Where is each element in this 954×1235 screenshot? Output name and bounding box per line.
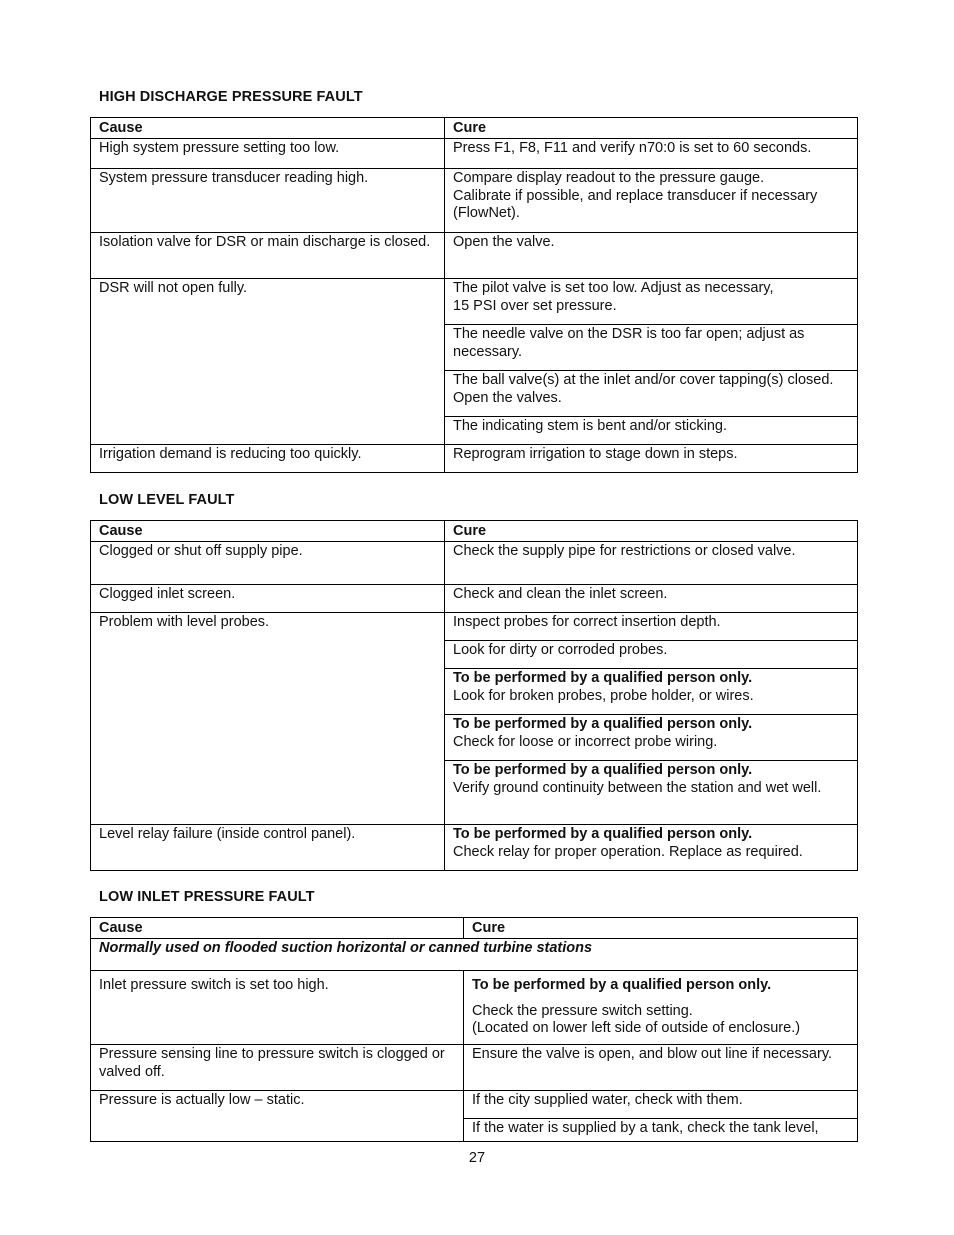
cause-cell: System pressure transducer reading high. (91, 169, 445, 233)
cure-cell (464, 971, 858, 1045)
cure-cell (445, 761, 858, 825)
cause-cell: Clogged or shut off supply pipe. (91, 542, 445, 585)
cure-cell (445, 669, 858, 715)
cure-cell: The indicating stem is bent and/or sticking. (445, 417, 858, 445)
cause-cell: Pressure sensing line to pressure switch is clogged or valved off. (91, 1045, 464, 1091)
cure-cell: Ensure the valve is open, and blow out line if necessary. (464, 1045, 858, 1091)
cure-cell (445, 279, 858, 325)
low-inlet-table (90, 917, 858, 1142)
table-row (91, 445, 858, 473)
cure-line: (Located on lower left side of outside of enclosure.) (472, 1020, 801, 1036)
table-row (91, 233, 858, 279)
cure-line: 15 PSI over set pressure. (453, 297, 617, 314)
cure-line: Verify ground continuity between the station and wet well. (453, 779, 822, 796)
table-row (91, 279, 858, 325)
section-note: Normally used on flooded suction horizontal or canned turbine stations (91, 939, 858, 971)
table-row (91, 613, 858, 641)
table-row (91, 169, 858, 233)
low-level-table (90, 520, 858, 871)
column-header-cure: Cure (445, 118, 858, 139)
section-heading: HIGH DISCHARGE PRESSURE FAULT (99, 89, 363, 105)
cure-cell: Inspect probes for correct insertion depth. (445, 613, 858, 641)
column-header-cure: Cure (445, 521, 858, 542)
column-header-cause: Cause (91, 918, 464, 939)
table-row (91, 542, 858, 585)
cure-line: Look for broken probes, probe holder, or wires. (453, 687, 754, 704)
cause-cell: Isolation valve for DSR or main discharge is closed. (91, 233, 445, 279)
qualified-warning: To be performed by a qualified person only. (453, 716, 753, 732)
cause-cell: DSR will not open fully. (91, 279, 445, 445)
table-row (91, 971, 858, 1045)
column-header-cause: Cause (91, 118, 445, 139)
cure-cell: The ball valve(s) at the inlet and/or cover tapping(s) closed. Open the valves. (445, 371, 858, 417)
cause-cell: High system pressure setting too low. (91, 139, 445, 169)
cure-cell: If the water is supplied by a tank, check the tank level, (464, 1119, 858, 1142)
table-row (91, 1045, 858, 1091)
cure-cell: Open the valve. (445, 233, 858, 279)
cure-line: Compare display readout to the pressure gauge. (453, 170, 765, 186)
cause-cell: Irrigation demand is reducing too quickly. (91, 445, 445, 473)
table-row (91, 139, 858, 169)
high-discharge-table (90, 117, 858, 473)
cure-cell: If the city supplied water, check with them. (464, 1091, 858, 1119)
qualified-warning: To be performed by a qualified person only. (453, 762, 753, 778)
table-header-row (91, 918, 858, 939)
qualified-warning: To be performed by a qualified person only. (453, 826, 753, 842)
cause-cell: Pressure is actually low – static. (91, 1091, 464, 1142)
cure-cell (445, 715, 858, 761)
cause-cell: Level relay failure (inside control panel). (91, 825, 445, 871)
cure-cell: Reprogram irrigation to stage down in steps. (445, 445, 858, 473)
column-header-cause: Cause (91, 521, 445, 542)
cure-line: Check for loose or incorrect probe wiring. (453, 733, 718, 750)
cure-line: Check the pressure switch setting. (472, 1002, 693, 1019)
cause-cell: Problem with level probes. (91, 613, 445, 825)
cure-cell: Look for dirty or corroded probes. (445, 641, 858, 669)
cure-cell: Check and clean the inlet screen. (445, 585, 858, 613)
column-header-cure: Cure (464, 918, 858, 939)
cure-line: Check relay for proper operation. Replace as required. (453, 843, 803, 860)
cure-cell (445, 169, 858, 233)
section-heading: LOW INLET PRESSURE FAULT (99, 889, 315, 905)
table-row (91, 1091, 858, 1119)
cause-cell: Inlet pressure switch is set too high. (91, 971, 464, 1045)
cure-line: Calibrate if possible, and replace transducer if necessary (453, 187, 818, 204)
table-header-row (91, 118, 858, 139)
table-header-row (91, 521, 858, 542)
cure-line: (FlowNet). (453, 205, 520, 221)
cure-line: The pilot valve is set too low. Adjust as necessary, (453, 280, 774, 296)
cure-cell (445, 825, 858, 871)
cure-cell: Press F1, F8, F11 and verify n70:0 is set to 60 seconds. (445, 139, 858, 169)
cause-cell: Clogged inlet screen. (91, 585, 445, 613)
table-row (91, 939, 858, 971)
page-number: 27 (468, 1150, 486, 1166)
qualified-warning: To be performed by a qualified person only. (453, 670, 753, 686)
cure-cell: Check the supply pipe for restrictions or closed valve. (445, 542, 858, 585)
section-heading: LOW LEVEL FAULT (99, 492, 235, 508)
cure-cell: The needle valve on the DSR is too far open; adjust as necessary. (445, 325, 858, 371)
table-row (91, 585, 858, 613)
qualified-warning: To be performed by a qualified person only. (472, 977, 772, 993)
table-row (91, 825, 858, 871)
